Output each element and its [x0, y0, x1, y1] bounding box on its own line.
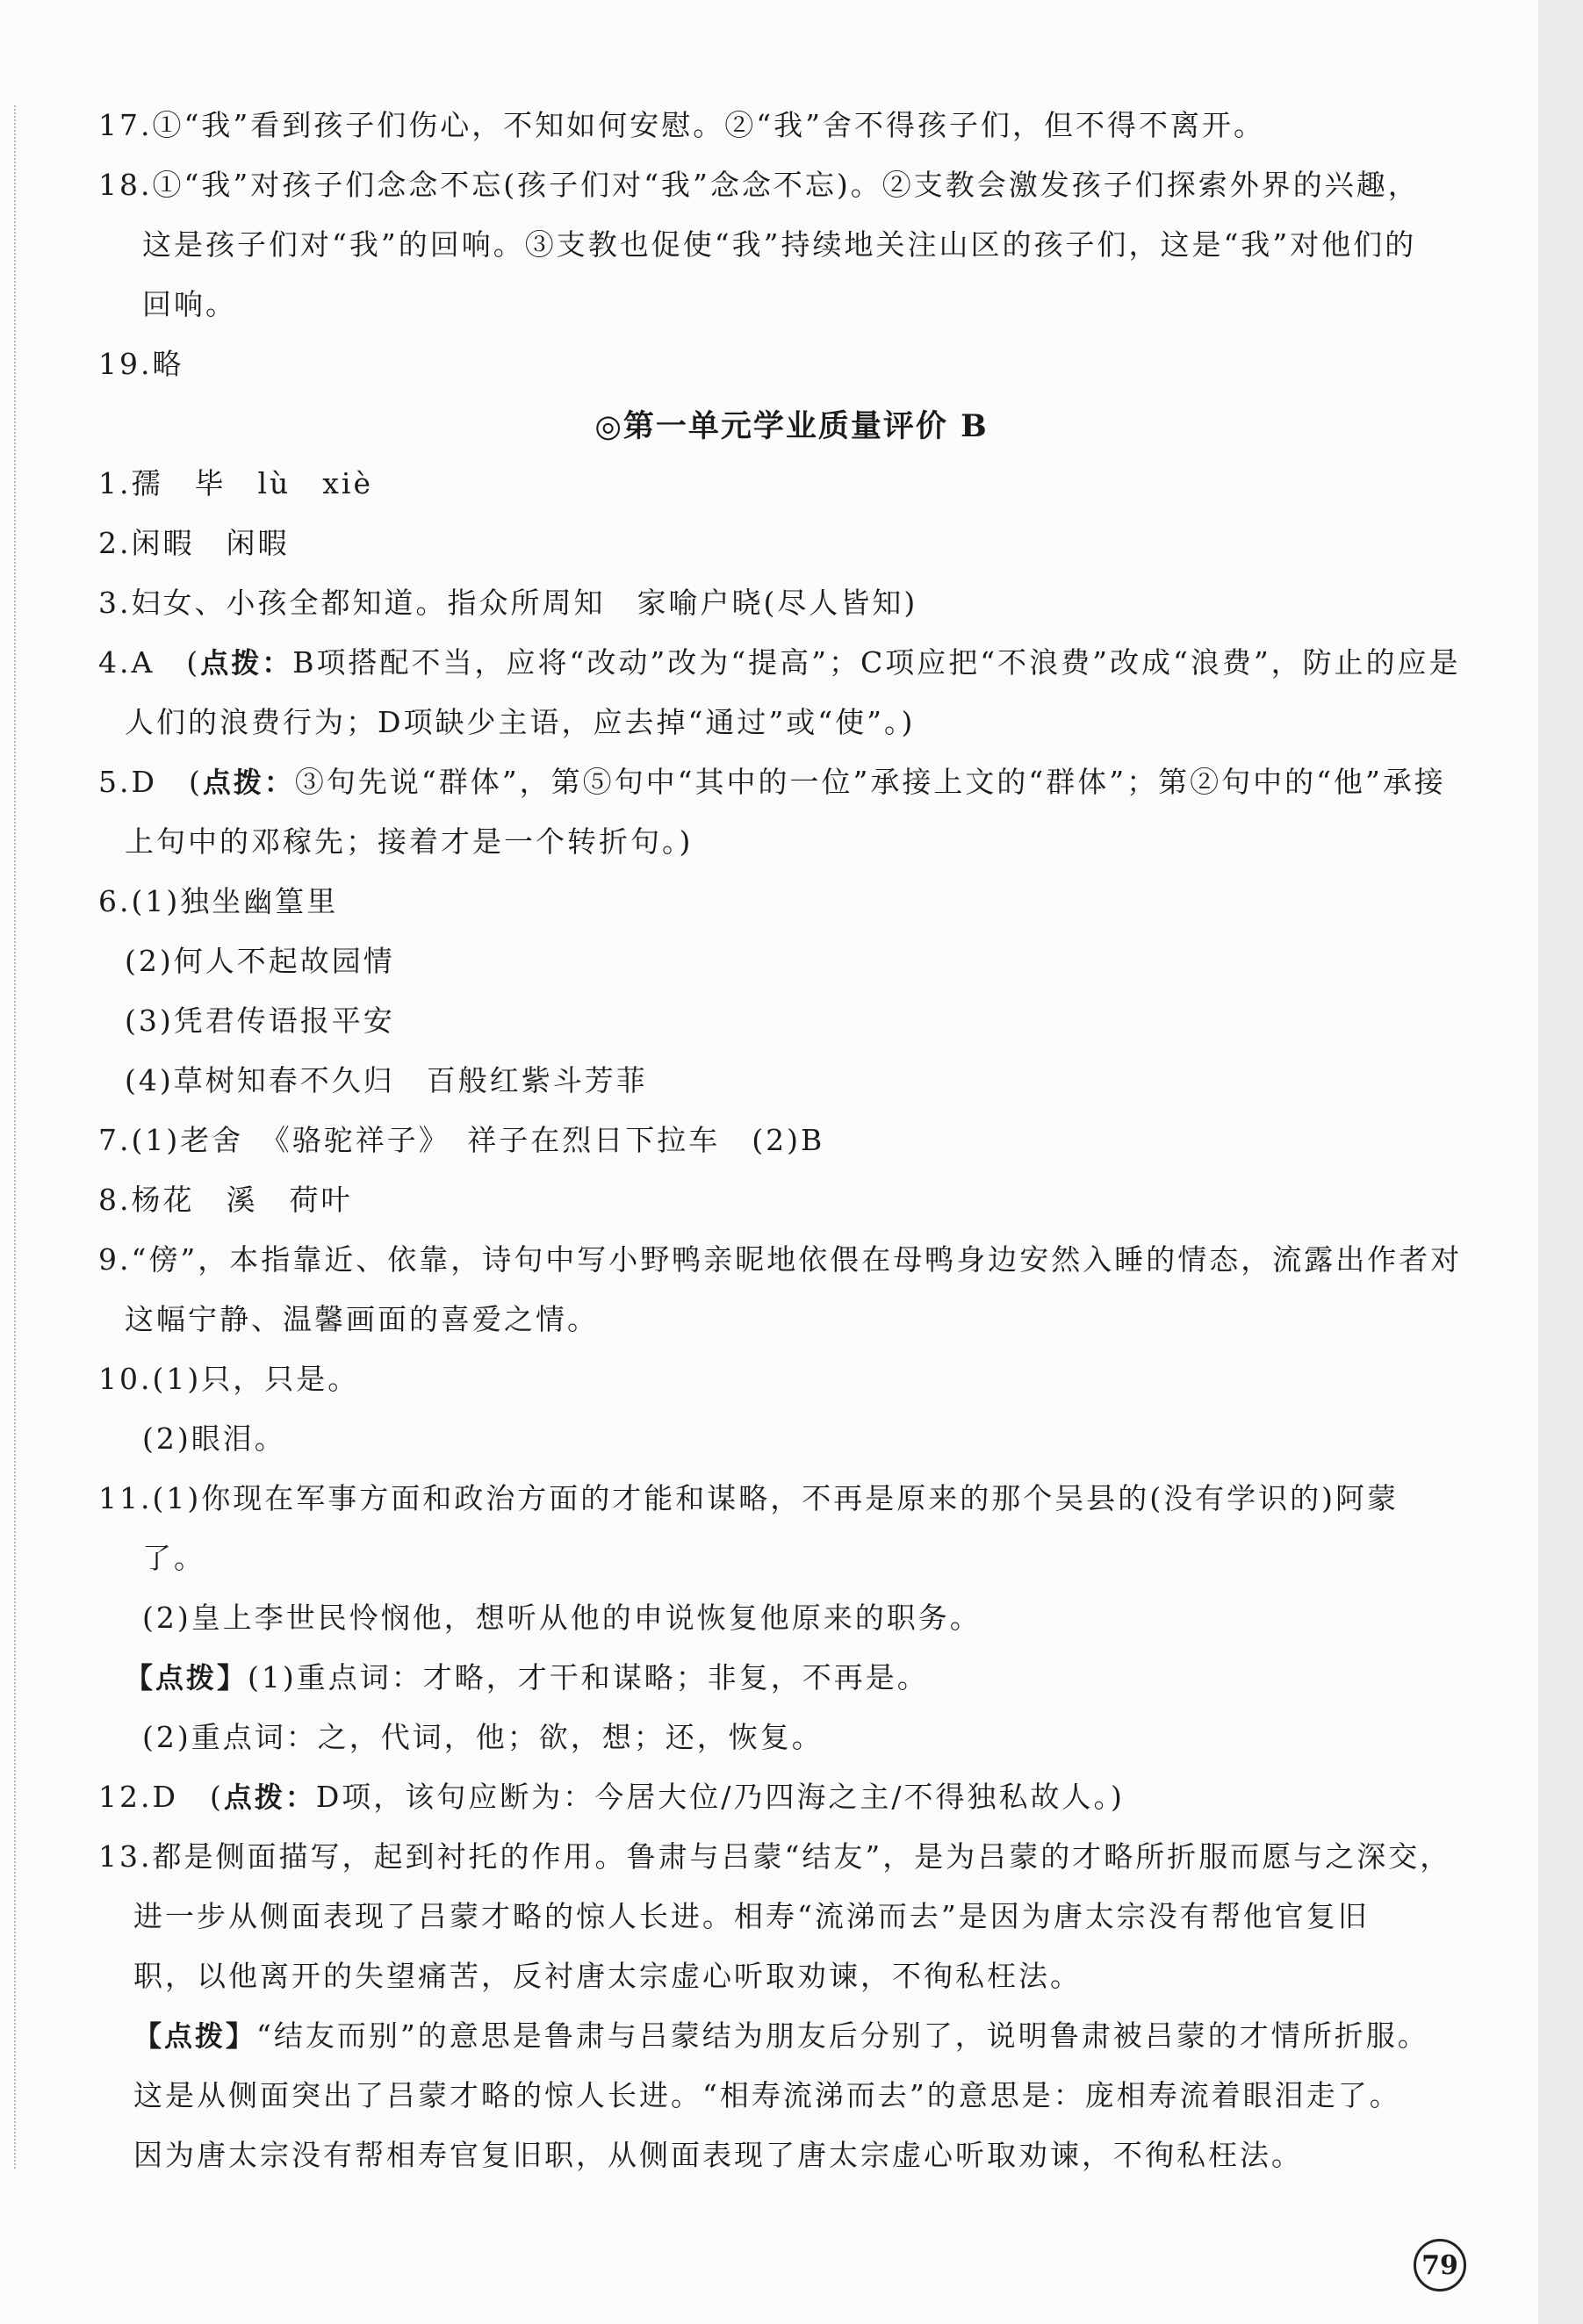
answer-1: 1.孺 毕 lù xiè	[98, 466, 373, 500]
answer-10-1: 10.(1)只，只是。	[98, 1362, 360, 1396]
hint-keyword: 点拨：	[202, 766, 295, 799]
answer-5-label: 5.D (	[98, 765, 203, 799]
answer-8: 8.杨花 溪 荷叶	[98, 1183, 353, 1217]
answer-11-hint-2: (2)重点词：之，代词，他；欲，想；还，恢复。	[142, 1720, 824, 1754]
answer-12	[98, 1780, 1125, 1815]
answer-13-hint-line-1	[133, 2018, 1429, 2054]
answer-11-1-line-1: 11.(1)你现在军事方面和政治方面的才能和谋略，不再是原来的那个吴县的(没有学识的)阿蒙	[98, 1481, 1399, 1515]
answer-11-hint-1-text: (1)重点词：才略，才干和谋略；非复，不再是。	[248, 1660, 929, 1694]
answer-3: 3.妇女、小孩全都知道。指众所周知 家喻户晓(尽人皆知)	[98, 586, 918, 620]
answer-13-line-1: 13.都是侧面描写，起到衬托的作用。鲁肃与吕蒙“结友”，是为吕蒙的才略所折服而愿与之深交，	[98, 1839, 1452, 1874]
answer-13-hint-line-2: 这是从侧面突出了吕蒙才略的惊人长进。“相寿流涕而去”的意思是：庞相寿流着眼泪走了。	[133, 2078, 1401, 2112]
answer-9-line-2: 这幅宁静、温馨画面的喜爱之情。	[125, 1302, 599, 1336]
answer-13-hint-text: “结友而别”的意思是鲁肃与吕蒙结为朋友后分别了，说明鲁肃被吕蒙的才情所折服。	[256, 2018, 1429, 2053]
answer-13-line-2: 进一步从侧面表现了吕蒙才略的惊人长进。相寿“流涕而去”是因为唐太宗没有帮他官复旧	[133, 1899, 1370, 1933]
answer-4-line-1	[98, 645, 1461, 680]
answer-10-2: (2)眼泪。	[142, 1421, 286, 1456]
answer-6-4: (4)草树知春不久归 百般红紫斗芳菲	[125, 1063, 648, 1097]
answer-18-line-3: 回响。	[142, 287, 237, 321]
answer-12-label: 12.D (	[98, 1780, 224, 1814]
hint-keyword: 点拨：	[200, 646, 293, 680]
answer-18-line-1: 18.①“我”对孩子们念念不忘(孩子们对“我”念念不忘)。②支教会激发孩子们探索外界的兴趣，	[98, 168, 1420, 202]
answer-4-line-2: 人们的浪费行为；D项缺少主语，应去掉“通过”或“使”。)	[125, 705, 916, 739]
answer-6-2: (2)何人不起故园情	[125, 944, 395, 978]
answer-6-1: 6.(1)独坐幽篁里	[98, 884, 339, 918]
answer-13-hint-line-3: 因为唐太宗没有帮相寿官复旧职，从侧面表现了唐太宗虚心听取劝谏，不徇私枉法。	[133, 2138, 1303, 2172]
answer-11-hint-1	[125, 1660, 929, 1695]
answer-4-label: 4.A (	[98, 645, 201, 680]
answer-5-hint: ③句先说“群体”，第⑤句中“其中的一位”承接上文的“群体”；第②句中的“他”承接	[294, 765, 1446, 799]
answer-6-3: (3)凭君传语报平安	[125, 1004, 395, 1038]
answer-19: 19.略	[98, 347, 184, 381]
page-number: 79	[1414, 2239, 1466, 2292]
answer-18-line-2: 这是孩子们对“我”的回响。③支教也促使“我”持续地关注山区的孩子们，这是“我”对他们的	[142, 227, 1417, 262]
section-title: ◎第一单元学业质量评价 B	[594, 408, 989, 444]
answer-5-line-2: 上句中的邓稼先；接着才是一个转折句。)	[125, 824, 694, 859]
answer-13-line-3: 职，以他离开的失望痛苦，反衬唐太宗虚心听取劝谏，不徇私枉法。	[133, 1959, 1082, 1993]
answer-5-line-1	[98, 765, 1446, 800]
hint-label: 【点拨】	[133, 2019, 257, 2053]
answer-11-2: (2)皇上李世民怜悯他，想听从他的申说恢复他原来的职务。	[142, 1601, 982, 1635]
answer-4-hint: B项搭配不当，应将“改动”改为“提高”；C项应把“不浪费”改成“浪费”，防止的应是	[292, 645, 1461, 680]
answer-9-line-1: 9.“傍”，本指靠近、依靠，诗句中写小野鸭亲昵地依偎在母鸭身边安然入睡的情态，流露出作者对	[98, 1242, 1463, 1277]
hint-label: 【点拨】	[125, 1661, 248, 1694]
answer-17: 17.①“我”看到孩子们伤心，不知如何安慰。②“我”舍不得孩子们，但不得不离开。	[98, 108, 1265, 142]
answer-7: 7.(1)老舍 《骆驼祥子》 祥子在烈日下拉车 (2)B	[98, 1123, 825, 1157]
answer-11-1-line-2: 了。	[142, 1541, 205, 1575]
hint-keyword: 点拨：	[223, 1781, 316, 1814]
answer-2: 2.闲暇 闲暇	[98, 526, 290, 560]
answer-12-hint: D项，该句应断为：今居大位/乃四海之主/不得独私故人。)	[315, 1780, 1125, 1814]
